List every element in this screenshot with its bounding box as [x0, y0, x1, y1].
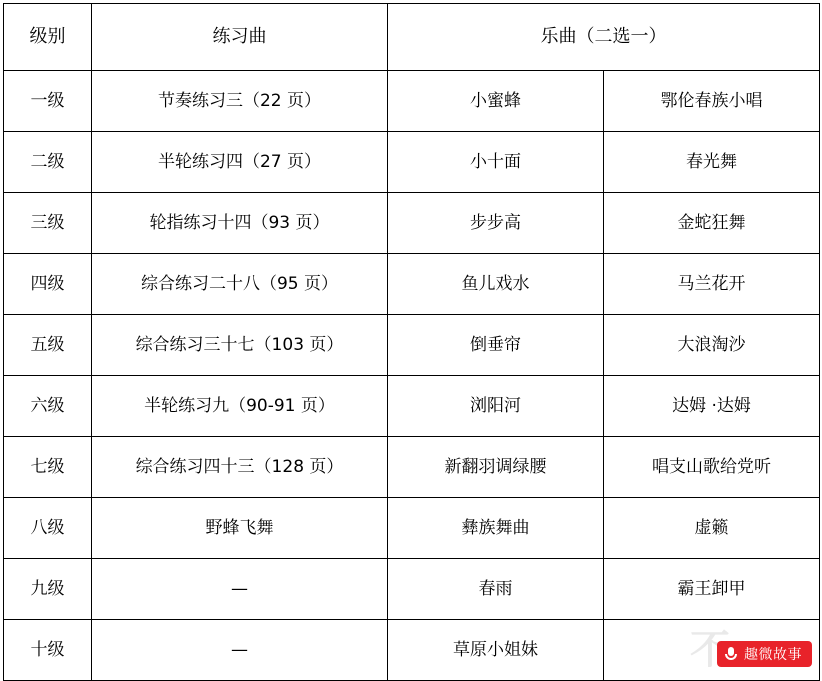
table-row — [4, 71, 820, 132]
row-piece1: 倒垂帘 — [388, 315, 604, 376]
microphone-icon — [723, 646, 739, 662]
row-etude: 节奏练习三（22 页） — [92, 71, 388, 132]
row-piece2: 唱支山歌给党听 — [604, 437, 820, 498]
watermark-ghost-text: 不 — [690, 627, 730, 673]
row-piece2: 春光舞 — [604, 132, 820, 193]
grade-repertoire-table — [3, 3, 820, 681]
row-piece1: 彝族舞曲 — [388, 498, 604, 559]
row-piece1: 新翻羽调绿腰 — [388, 437, 604, 498]
row-level: 三级 — [4, 193, 92, 254]
row-level: 二级 — [4, 132, 92, 193]
row-piece2: 霸王卸甲 — [604, 559, 820, 620]
table-row — [4, 254, 820, 315]
header-etude: 练习曲 — [92, 4, 388, 71]
row-etude: 野蜂飞舞 — [92, 498, 388, 559]
header-piece: 乐曲（二选一） — [388, 4, 820, 71]
header-level: 级别 — [4, 4, 92, 71]
row-piece2: 鄂伦春族小唱 — [604, 71, 820, 132]
row-piece1: 步步高 — [388, 193, 604, 254]
document-page — [0, 3, 822, 681]
row-piece1: 春雨 — [388, 559, 604, 620]
row-etude: 半轮练习九（90-91 页） — [92, 376, 388, 437]
row-level: 九级 — [4, 559, 92, 620]
row-piece1: 草原小姐妹 — [388, 620, 604, 681]
table-row — [4, 132, 820, 193]
row-level: 八级 — [4, 498, 92, 559]
row-piece1: 小十面 — [388, 132, 604, 193]
row-etude: 轮指练习十四（93 页） — [92, 193, 388, 254]
table-row — [4, 315, 820, 376]
row-etude: — — [92, 620, 388, 681]
row-piece2: 金蛇狂舞 — [604, 193, 820, 254]
table-row — [4, 559, 820, 620]
row-piece2: 马兰花开 — [604, 254, 820, 315]
row-piece2: 达姆 ·达姆 — [604, 376, 820, 437]
table-row — [4, 498, 820, 559]
row-level: 十级 — [4, 620, 92, 681]
row-piece1: 浏阳河 — [388, 376, 604, 437]
row-piece1: 小蜜蜂 — [388, 71, 604, 132]
row-level: 四级 — [4, 254, 92, 315]
row-level: 七级 — [4, 437, 92, 498]
row-piece1: 鱼儿戏水 — [388, 254, 604, 315]
watermark-badge-label: 趣微故事 — [744, 647, 802, 663]
table-row — [4, 620, 820, 681]
row-piece2: 虚籁 — [604, 498, 820, 559]
row-level: 五级 — [4, 315, 92, 376]
row-etude: 半轮练习四（27 页） — [92, 132, 388, 193]
row-etude: — — [92, 559, 388, 620]
table-row — [4, 193, 820, 254]
row-level: 六级 — [4, 376, 92, 437]
row-piece2: 大浪淘沙 — [604, 315, 820, 376]
table-row — [4, 437, 820, 498]
row-etude: 综合练习三十七（103 页） — [92, 315, 388, 376]
watermark-badge — [717, 641, 812, 667]
row-level: 一级 — [4, 71, 92, 132]
row-etude: 综合练习四十三（128 页） — [92, 437, 388, 498]
row-etude: 综合练习二十八（95 页） — [92, 254, 388, 315]
table-header-row — [4, 4, 820, 71]
table-row — [4, 376, 820, 437]
